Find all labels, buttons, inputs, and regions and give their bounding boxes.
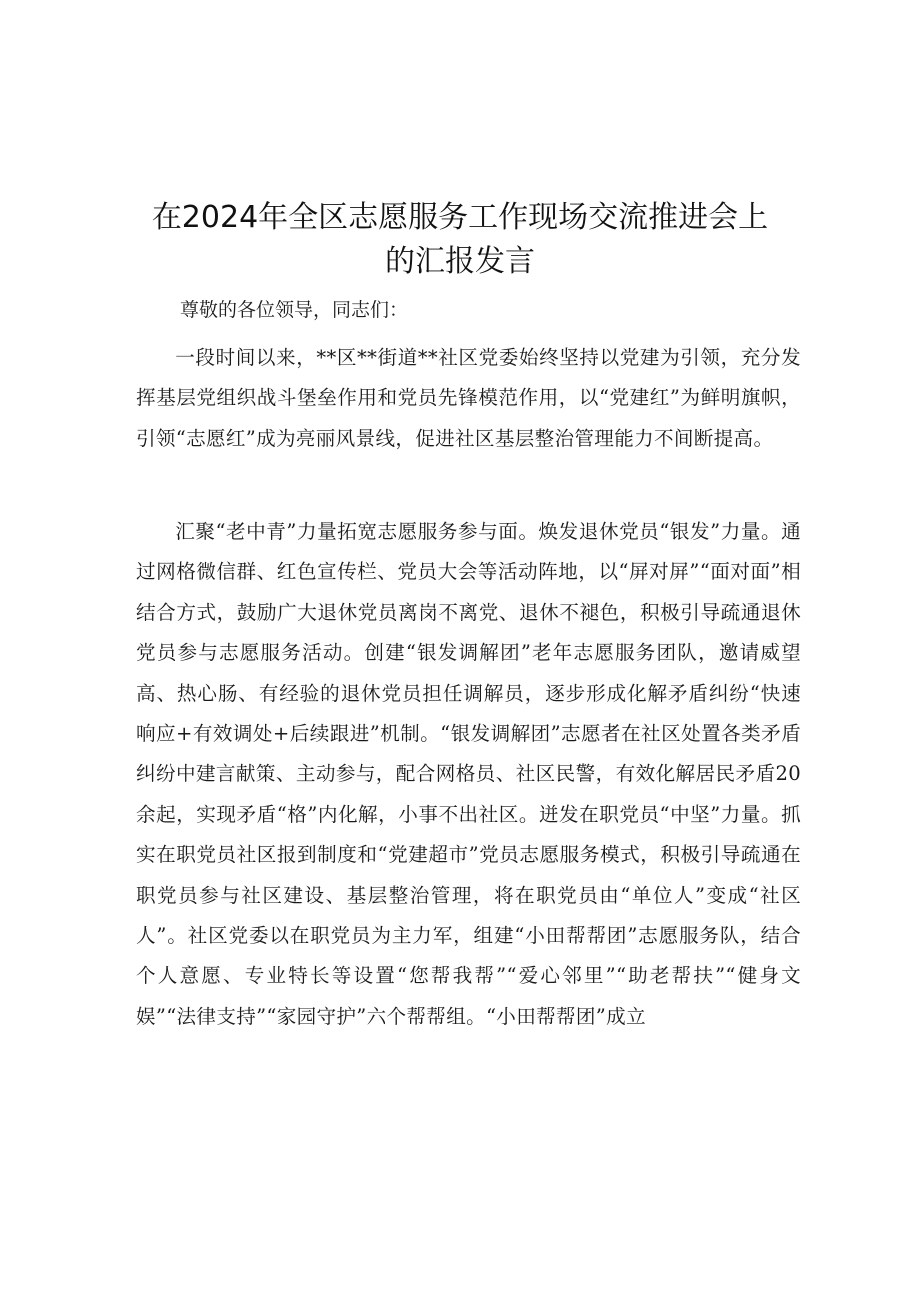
document-title: [0, 196, 920, 284]
title-line-1: 在2024年全区志愿服务工作现场交流推进会上: [151, 200, 769, 235]
paragraph-volunteer-forces: 汇聚“老中青”力量拓宽志愿服务参与面。焕发退休党员“银发”力量。通过网格微信群、红色宣传栏、党员大会等活动阵地，以“屏对屏”“面对面”相结合方式，鼓励广大退休党员离岗不离党、退休不褪色，积极引导疏通退休党员参与志愿服务活动。创建“银发调解团”老年志愿服务团队，邀请威望高、热心肠、有经验的退休党员担任调解员，逐步形成化解矛盾纠纷“快速响应+有效调处+后续跟进”机制。“银发调解团”志愿者在社区处置各类矛盾纠纷中建言献策、主动参与，配合网格员、社区民警，有效化解居民矛盾20余起，实现矛盾“格”内化解，小事不出社区。迸发在职党员“中坚”力量。抓实在职党员社区报到制度和“党建超市”党员志愿服务模式，积极引导疏通在职党员参与社区建设、基层整治管理，将在职党员由“单位人”变成“社区人”。社区党委以在职党员为主力军，组建“小田帮帮团”志愿服务队，结合个人意愿、专业特长等设置“您帮我帮”“爱心邻里”“助老帮扶”“健身文娱”“法律支持”“家园守护”六个帮帮组。“小田帮帮团”成立: [136, 520, 801, 1028]
salutation: 尊敬的各位领导，同志们：: [180, 299, 409, 321]
title-line-2: 的汇报发言: [385, 244, 535, 279]
paragraph-intro: 一段时间以来，**区**街道**社区党委始终坚持以党建为引领，充分发挥基层党组织战斗堡垒作用和党员先锋模范作用，以“党建红”为鲜明旗帜，引领“志愿红”成为亮丽风景线，促进社区基层整治管理能力不间断提高。: [136, 346, 801, 450]
